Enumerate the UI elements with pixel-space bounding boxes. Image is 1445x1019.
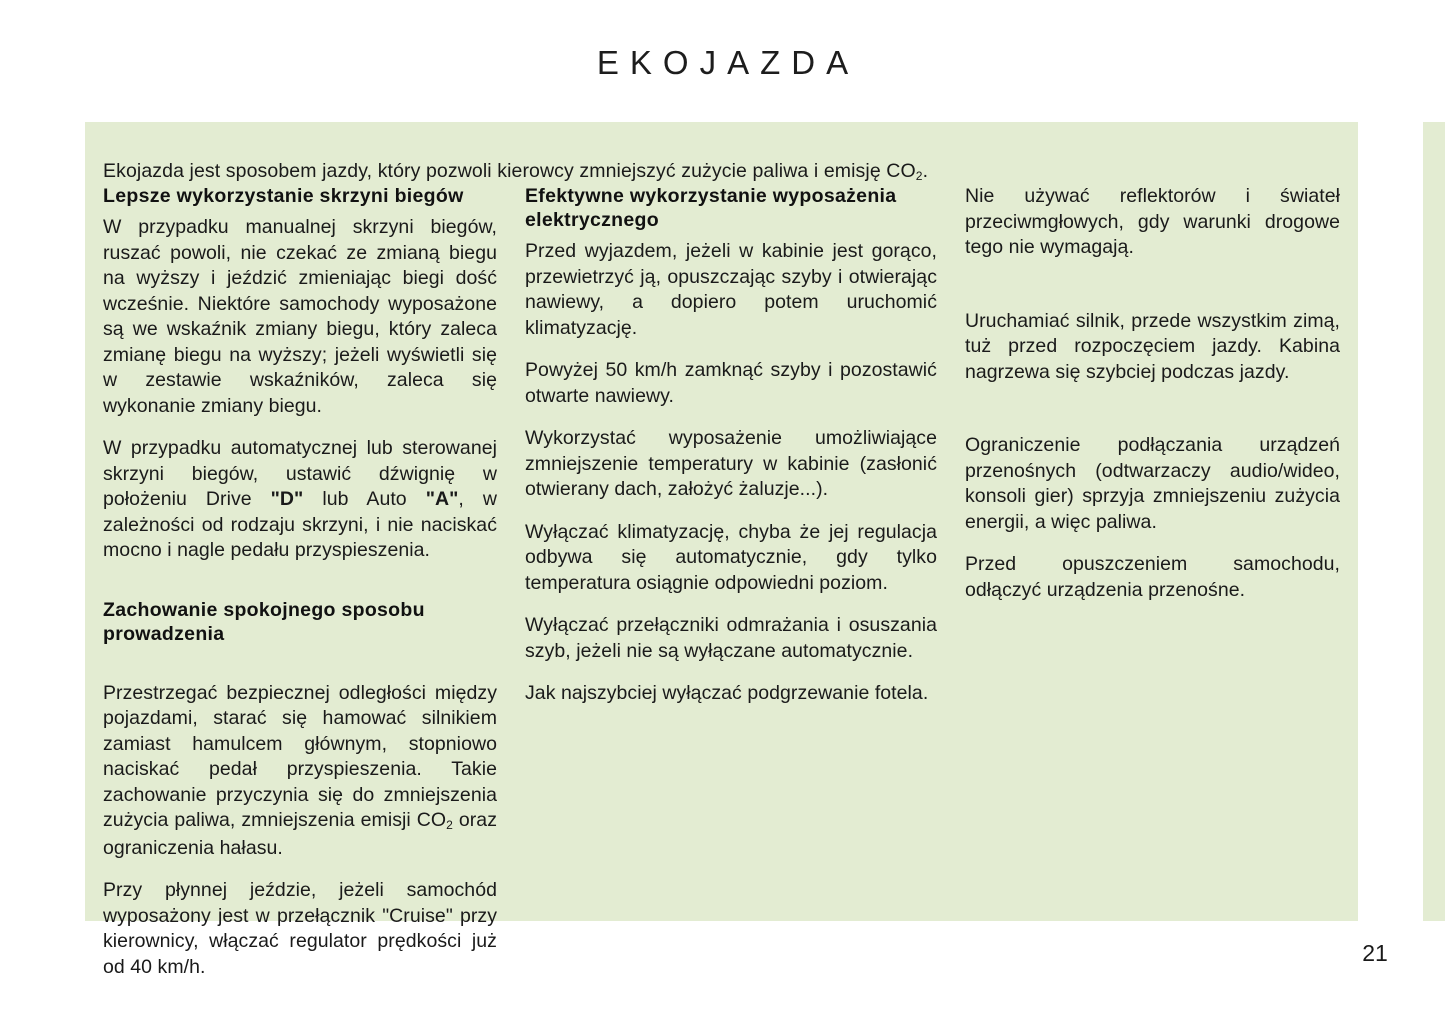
page-number: 21 <box>1362 940 1388 966</box>
intro-co2-subscript: 2 <box>915 168 923 183</box>
intro-paragraph <box>103 158 1340 186</box>
page-title: EKOJAZDA <box>596 44 860 81</box>
auto-seg-drive-d: "D" <box>270 488 304 510</box>
paragraph-portable-devices: Ograniczenie podłączania urządzeń przenośnych (odtwarzaczy audio/wideo, konsoli gier) sprzyja zmniejszeniu zużycia energii, a więc paliwa. <box>965 434 1340 533</box>
auto-seg-0: W przypadku automatycznej lub sterowanej skrzyni biegów, ustawić dźwignię w położeniu Drive <box>103 437 497 510</box>
paragraph-before-departure: Przed wyjazdem, jeżeli w kabinie jest gorąco, przewietrzyć ją, opuszczając szyby i otwierając nawiewy, a dopiero potem uruchomić klimatyzację. <box>525 240 937 339</box>
column-3 <box>965 184 1358 980</box>
column-2 <box>525 184 965 980</box>
dist-text-after: oraz ograniczenia hałasu. <box>103 809 497 859</box>
paragraph-demisting-switches: Wyłączać przełączniki odmrażania i osuszania szyb, jeżeli nie są wyłączane automatycznie. <box>525 614 937 662</box>
chapter-edge-tab <box>1423 122 1445 921</box>
paragraph-seat-heating: Jak najszybciej wyłączać podgrzewanie fotela. <box>525 682 929 704</box>
intro-text-before: Ekojazda jest sposobem jazdy, który pozwoli kierowcy zmniejszyć zużycie paliwa i emisję CO <box>103 159 916 182</box>
paragraph-air-conditioning: Wyłączać klimatyzację, chyba że jej regulacja odbywa się automatycznie, gdy tylko temperatura osiągnie odpowiedni poziom. <box>525 520 937 594</box>
column-1 <box>85 184 525 980</box>
paragraph-automatic-gearbox <box>103 436 497 564</box>
content-panel <box>85 122 1358 978</box>
paragraph-manual-gearbox: W przypadku manualnej skrzyni biegów, ruszać powoli, nie czekać ze zmianą biegu na wyższy i jeździć zmieniając biegi dość wcześnie. Niektóre samochody wyposażone są we wskaźnik zmiany biegu, który zaleca zmianę biegu na wyższy; jeżeli wyświetli się w zestawie wskaźników, zaleca się wykonanie zmiany biegu. <box>103 216 497 417</box>
paragraph-engine-start: Uruchamiać silnik, przede wszystkim zimą, tuż przed rozpoczęciem jazdy. Kabina nagrzewa się szybciej podczas jazdy. <box>965 309 1340 383</box>
paragraph-headlights-fog: Nie używać reflektorów i świateł przeciwmgłowych, gdy warunki drogowe tego nie wymagają. <box>965 185 1340 258</box>
auto-seg-auto-a: "A" <box>425 488 459 510</box>
paragraph-cabin-temperature: Wykorzystać wyposażenie umożliwiające zmniejszenie temperatury w kabinie (zasłonić otwierany dach, założyć żaluzje...). <box>525 427 937 500</box>
dist-text-before: Przestrzegać bezpiecznej odległości między pojazdami, starać się hamować silnikiem zamiast hamulcem głównym, stopniowo naciskać pedał przyspieszenia. Takie zachowanie przyczynia się do zmniejszenia zużycia paliwa, zmniejszenia emisji CO <box>103 681 497 831</box>
auto-seg-4: , w zależności od rodzaju skrzyni, i nie naciskać mocno i nagle pedału przyspieszenia. <box>103 488 497 561</box>
intro-text-after: . <box>922 159 929 182</box>
paragraph-safe-distance <box>103 681 497 862</box>
dist-co2-subscript: 2 <box>446 818 453 833</box>
paragraph-above-50kmh: Powyżej 50 km/h zamknąć szyby i pozostawić otwarte nawiewy. <box>525 359 937 407</box>
heading-calm-driving: Zachowanie spokojnego sposobu prowadzenia <box>103 598 425 645</box>
paragraph-disconnect-devices: Przed opuszczeniem samochodu, odłączyć urządzenia przenośne. <box>965 553 1340 601</box>
auto-seg-2: lub Auto <box>303 488 426 510</box>
heading-electrical-equipment: Efektywne wykorzystanie wyposażenia elektrycznego <box>525 185 897 231</box>
columns-container <box>85 184 1358 980</box>
heading-gearbox: Lepsze wykorzystanie skrzyni biegów <box>103 185 464 207</box>
paragraph-cruise-control: Przy płynnej jeździe, jeżeli samochód wyposażony jest w przełącznik "Cruise" przy kierownicy, włączać regulator prędkości już od 40 km/h. <box>103 879 497 978</box>
